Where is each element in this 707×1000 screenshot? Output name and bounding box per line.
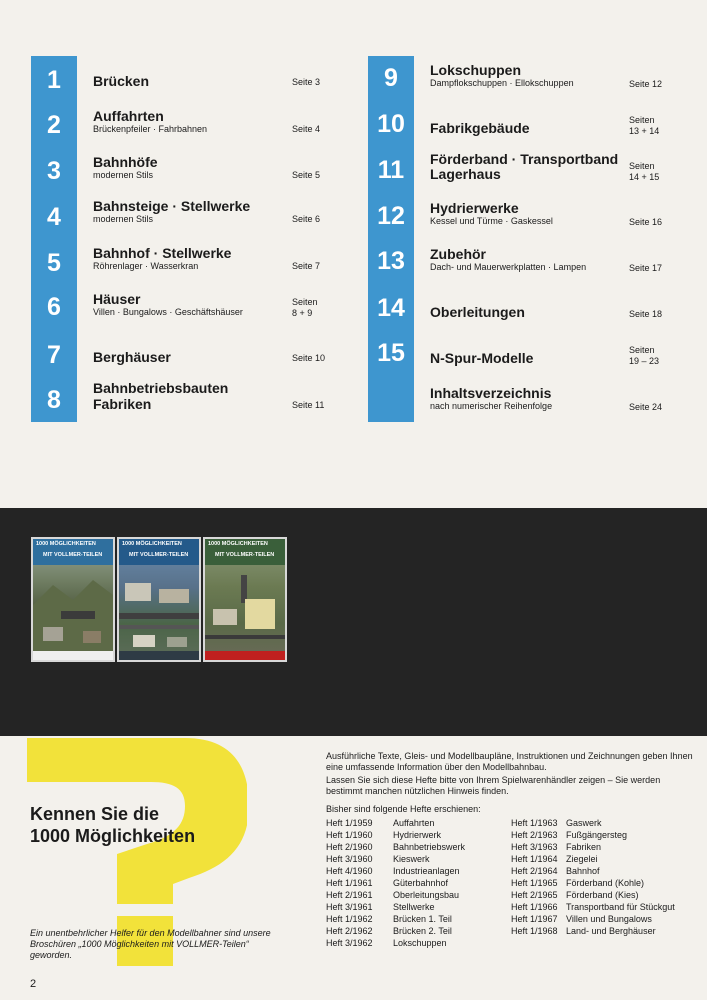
entry-page: Seite 7 [292, 261, 321, 271]
cover-title: 1000 MÖGLICHKEITEN [36, 541, 96, 547]
cover-subtitle: MIT VOLLMER-TEILEN [129, 552, 189, 558]
heft-item [511, 817, 602, 829]
entry-number: 5 [47, 249, 61, 277]
entry-subtitle: modernen Stils [93, 214, 154, 224]
entry-number: 8 [47, 386, 61, 414]
heft-topic: Förderband (Kohle) [566, 878, 645, 888]
cover-footer [205, 651, 285, 660]
heft-id: Heft 1/1965 [511, 878, 558, 888]
heft-item [511, 913, 652, 925]
cover-illustration [119, 565, 199, 660]
heft-item [326, 913, 452, 925]
entry-number: 10 [377, 110, 405, 138]
heft-id: Heft 1/1959 [326, 818, 373, 828]
cover-subtitle: MIT VOLLMER-TEILEN [43, 552, 103, 558]
page-number: 2 [30, 978, 37, 990]
entry-title: Hydrierwerke [430, 200, 519, 216]
cover-illustration [33, 565, 113, 660]
heft-id: Heft 3/1963 [511, 842, 558, 852]
heft-topic: Lokschuppen [393, 938, 447, 948]
entry-page: Seite 3 [292, 77, 321, 87]
heft-topic: Fabriken [566, 842, 602, 852]
heft-item [511, 901, 675, 913]
entry-number: 3 [47, 157, 61, 185]
heft-item [326, 901, 435, 913]
entry-subtitle: Röhrenlager · Wasserkran [93, 261, 199, 271]
hefte-list-title: Bisher sind folgende Hefte erschienen: [326, 804, 481, 814]
entry-page: Seite 6 [292, 214, 321, 224]
heft-topic: Förderband (Kies) [566, 890, 639, 900]
heft-id: Heft 1/1961 [326, 878, 373, 888]
heft-topic: Brücken 2. Teil [393, 926, 452, 936]
heft-topic: Ziegelei [566, 854, 598, 864]
entry-title: Brücken [93, 73, 150, 89]
heft-topic: Hydrierwerk [393, 830, 442, 840]
entry-page-range: 19 – 23 [629, 356, 660, 366]
entry-number: 2 [47, 111, 61, 139]
heft-id: Heft 1/1968 [511, 926, 558, 936]
heft-topic: Bahnbetriebswerk [393, 842, 466, 852]
entry-subtitle: Dach- und Mauerwerkplatten · Lampen [430, 262, 587, 272]
cover-title: 1000 MÖGLICHKEITEN [208, 541, 268, 547]
entry-page: Seite 24 [629, 402, 663, 412]
intro-paragraph-1: Ausführliche Texte, Gleis- und Modellbaupläne, Instruktionen und Zeichnungen geben Ihnen eine umfassende Information über den Modellbahnbau. [326, 751, 693, 772]
entry-page: Seiten [629, 345, 655, 355]
heft-id: Heft 3/1961 [326, 902, 373, 912]
entry-page-range: 8 + 9 [292, 308, 313, 318]
promo-tagline: Ein unentbehrlicher Helfer für den Modellbahner sind unsere Broschüren „1000 Möglichkeiten mit VOLLMER-Teilen“ geworden. [30, 928, 271, 960]
entry-subtitle: Kessel und Türme · Gaskessel [430, 216, 553, 226]
promo-heading-line2: 1000 Möglichkeiten [30, 826, 196, 846]
heft-id: Heft 3/1962 [326, 938, 373, 948]
heft-id: Heft 1/1966 [511, 902, 558, 912]
entry-title-line2: Fabriken [93, 396, 152, 412]
entry-title: Häuser [93, 291, 141, 307]
cover-title: 1000 MÖGLICHKEITEN [122, 541, 182, 547]
entry-title: Zubehör [430, 246, 486, 262]
heft-id: Heft 1/1960 [326, 830, 373, 840]
entry-title: Lokschuppen [430, 62, 522, 78]
entry-title: Oberleitungen [430, 304, 525, 320]
cover-illustration [205, 565, 285, 660]
heft-topic: Land- und Berghäuser [566, 926, 656, 936]
entry-title: Auffahrten [93, 108, 164, 124]
entry-subtitle: modernen Stils [93, 170, 154, 180]
heft-id: Heft 2/1964 [511, 866, 558, 876]
cover-subtitle: MIT VOLLMER-TEILEN [215, 552, 275, 558]
entry-title: N-Spur-Modelle [430, 350, 534, 366]
entry-page: Seite 5 [292, 170, 321, 180]
heft-item [511, 841, 601, 853]
entry-title: Inhaltsverzeichnis [430, 385, 552, 401]
heft-item [326, 889, 459, 901]
entry-title: Bahnbetriebsbauten [93, 380, 229, 396]
brochure-cover-2 [117, 537, 201, 662]
heft-item [326, 937, 447, 949]
heft-topic: Oberleitungsbau [393, 890, 460, 900]
entry-page-range: 13 + 14 [629, 126, 660, 136]
entry-number: 15 [377, 339, 405, 367]
promo-heading-line1: Kennen Sie die [30, 804, 160, 824]
heft-topic: Bahnhof [566, 866, 600, 876]
entry-title: Bahnhöfe [93, 154, 158, 170]
heft-item [511, 889, 639, 901]
entry-title-line2: Lagerhaus [430, 166, 501, 182]
heft-id: Heft 1/1963 [511, 818, 558, 828]
promo-intro [326, 751, 696, 797]
entry-page: Seiten [292, 297, 318, 307]
entry-number: 12 [377, 202, 405, 230]
entry-title: Bahnsteige · Stellwerke [93, 198, 251, 214]
heft-id: Heft 1/1967 [511, 914, 558, 924]
entry-title: Berghäuser [93, 349, 171, 365]
intro-paragraph-2: Lassen Sie sich diese Hefte bitte von Ihrem Spielwarenhändler zeigen – Sie werden bestimmt manchen nützlichen Hinweis finden. [326, 775, 661, 796]
entry-page-range: 14 + 15 [629, 172, 660, 182]
promo-heading [30, 803, 195, 847]
heft-id: Heft 2/1962 [326, 926, 373, 936]
heft-topic: Gaswerk [566, 818, 602, 828]
heft-item [511, 877, 644, 889]
heft-item [326, 841, 465, 853]
entry-page: Seite 12 [629, 79, 663, 89]
entry-page: Seite 18 [629, 309, 663, 319]
heft-item [326, 853, 430, 865]
heft-item [511, 865, 600, 877]
entry-number: 6 [47, 293, 61, 321]
heft-item [326, 817, 434, 829]
brochure-cover-3 [203, 537, 287, 662]
heft-item [326, 865, 460, 877]
entry-number: 1 [47, 66, 61, 94]
heft-id: Heft 1/1964 [511, 854, 558, 864]
heft-item [326, 877, 448, 889]
heft-id: Heft 1/1962 [326, 914, 373, 924]
heft-id: Heft 2/1960 [326, 842, 373, 852]
heft-item [511, 829, 627, 841]
entry-title: Fabrikgebäude [430, 120, 530, 136]
entry-page: Seiten [629, 115, 655, 125]
entry-page: Seiten [629, 161, 655, 171]
heft-topic: Villen und Bungalows [566, 914, 652, 924]
entry-subtitle: nach numerischer Reihenfolge [430, 401, 553, 411]
heft-topic: Kieswerk [393, 854, 430, 864]
entry-title: Förderband · Transportband [430, 151, 619, 167]
cover-footer [33, 651, 113, 660]
heft-id: Heft 4/1960 [326, 866, 373, 876]
entry-number: 7 [47, 341, 61, 369]
heft-item [511, 925, 656, 937]
entry-page: Seite 17 [629, 263, 663, 273]
heft-id: Heft 2/1961 [326, 890, 373, 900]
heft-id: Heft 2/1965 [511, 890, 558, 900]
entry-subtitle: Brückenpfeiler · Fahrbahnen [93, 124, 208, 134]
cover-footer [119, 651, 199, 660]
entry-subtitle: Villen · Bungalows · Geschäftshäuser [93, 307, 243, 317]
entry-number: 9 [384, 64, 398, 92]
entry-number: 13 [377, 247, 405, 275]
entry-page: Seite 4 [292, 124, 321, 134]
entry-number: 11 [377, 156, 405, 184]
entry-page: Seite 11 [292, 400, 325, 410]
entry-number: 4 [47, 203, 61, 231]
heft-topic: Industrieanlagen [393, 866, 460, 876]
heft-id: Heft 2/1963 [511, 830, 558, 840]
heft-topic: Auffahrten [393, 818, 435, 828]
entry-subtitle: Dampflokschuppen · Ellokschuppen [430, 78, 574, 88]
heft-topic: Güterbahnhof [393, 878, 449, 888]
heft-topic: Brücken 1. Teil [393, 914, 452, 924]
entry-page: Seite 16 [629, 217, 663, 227]
heft-topic: Stellwerke [393, 902, 435, 912]
entry-number: 14 [377, 294, 405, 322]
heft-id: Heft 3/1960 [326, 854, 373, 864]
heft-item [326, 829, 441, 841]
heft-item [511, 853, 598, 865]
heft-topic: Transportband für Stückgut [566, 902, 675, 912]
brochure-cover-1 [31, 537, 115, 662]
entry-page: Seite 10 [292, 353, 326, 363]
heft-topic: Fußgängersteg [566, 830, 628, 840]
entry-title: Bahnhof · Stellwerke [93, 245, 232, 261]
heft-item [326, 925, 452, 937]
